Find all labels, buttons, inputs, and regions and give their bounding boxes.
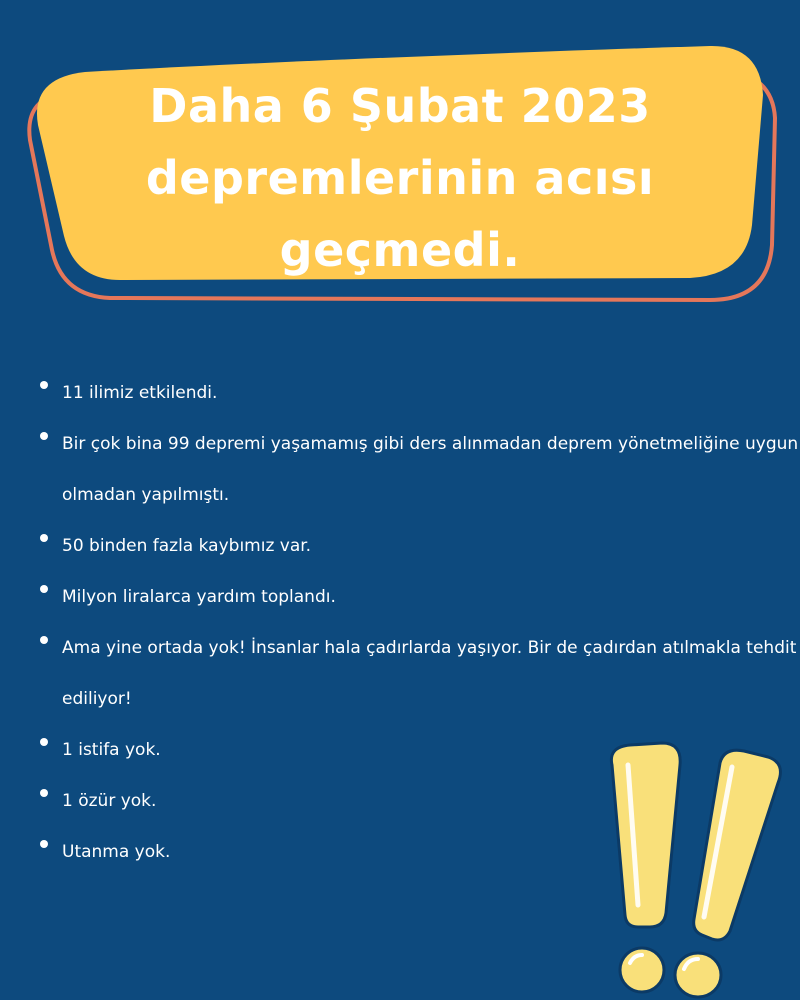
list-item: Milyon liralarca yardım toplandı. [36, 572, 800, 623]
list-item: 1 istifa yok. [36, 725, 800, 776]
list-item: Ama yine ortada yok! İnsanlar hala çadırlarda yaşıyor. Bir de çadırdan atılmakla tehdit ediliyor! [36, 623, 800, 725]
title-line: depremlerinin acısı [145, 151, 655, 205]
list-item: Utanma yok. [36, 827, 800, 878]
title-line: Daha 6 Şubat 2023 [149, 79, 651, 133]
title-line: geçmedi. [279, 223, 521, 277]
page-title [120, 70, 680, 286]
double-exclamation-icon [600, 735, 800, 1000]
list-item: Bir çok bina 99 depremi yaşamamış gibi ders alınmadan deprem yönetmeliğine uygun olmadan yapılmıştı. [36, 419, 800, 521]
list-item: 11 ilimiz etkilendi. [36, 368, 800, 419]
list-item: 50 binden fazla kaybımız var. [36, 521, 800, 572]
list-item: 1 özür yok. [36, 776, 800, 827]
